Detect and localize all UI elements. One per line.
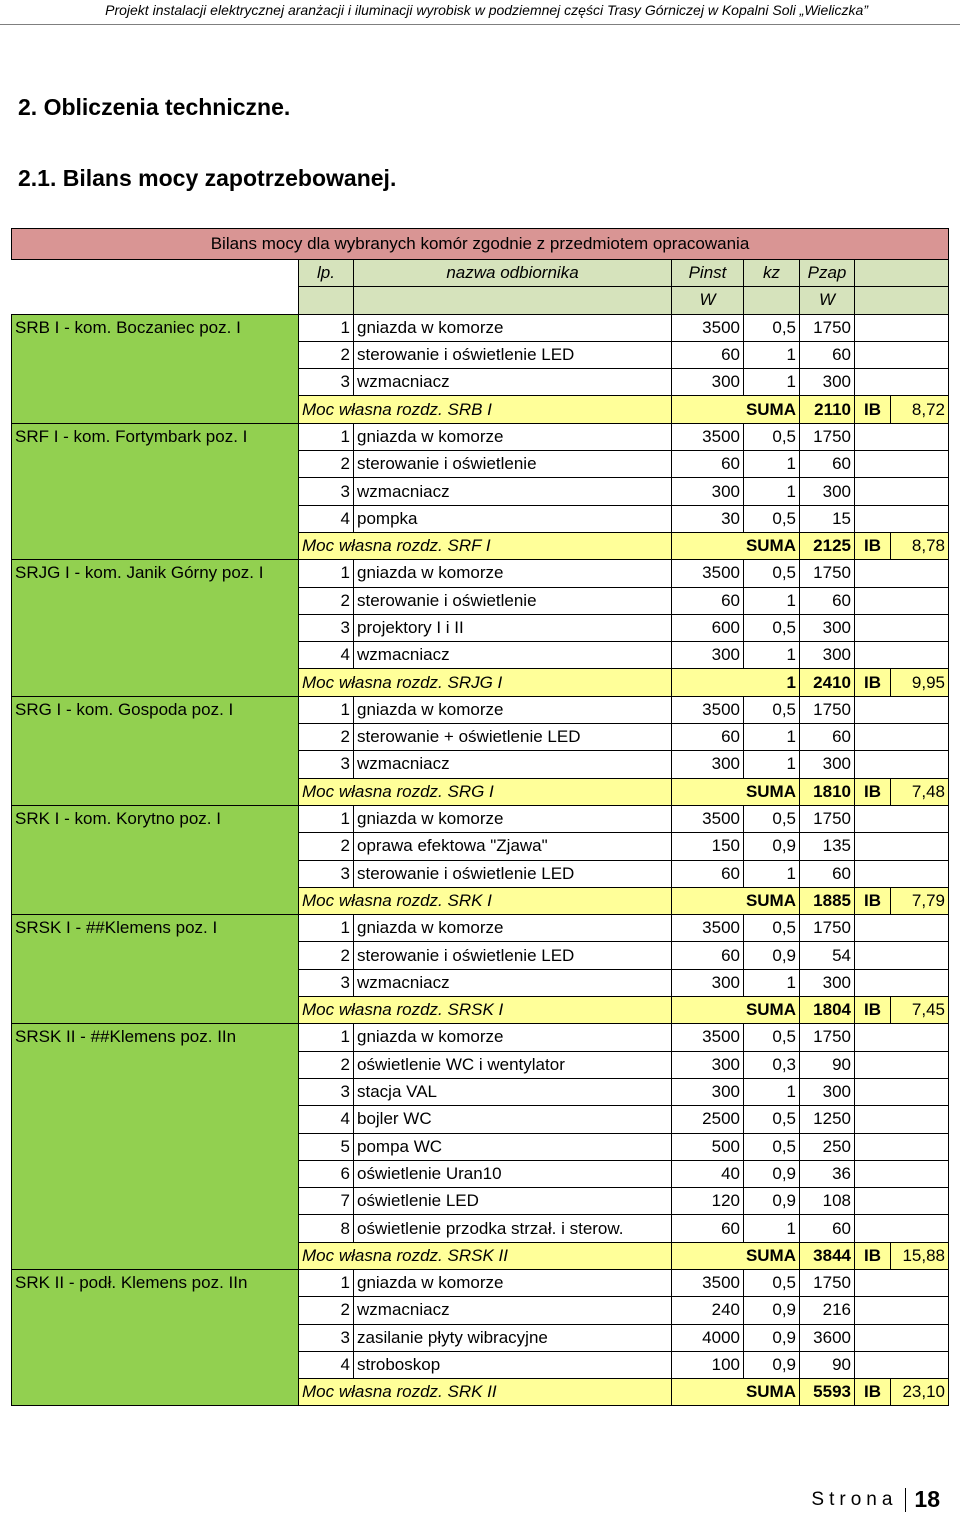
row-pzap: 135 (800, 833, 855, 860)
row-filler (855, 1078, 949, 1105)
group-name: SRSK I - ##Klemens poz. I (12, 915, 299, 1024)
row-kz: 1 (744, 751, 800, 778)
summary-suma: SUMA (672, 1379, 800, 1406)
row-lp: 2 (299, 451, 354, 478)
row-lp: 3 (299, 860, 354, 887)
row-pzap: 250 (800, 1133, 855, 1160)
row-name: stroboskop (354, 1351, 672, 1378)
unit-pinst: W (672, 287, 744, 314)
row-pinst: 120 (672, 1188, 744, 1215)
row-name: sterowanie i oświetlenie LED (354, 341, 672, 368)
section-heading: 2. Obliczenia techniczne. (18, 94, 291, 120)
summary-ib-value: 8,72 (891, 396, 949, 423)
row-filler (855, 1188, 949, 1215)
summary-ib: IB (855, 1242, 891, 1269)
table-title-row (12, 229, 949, 260)
row-pinst: 300 (672, 369, 744, 396)
row-pzap: 216 (800, 1297, 855, 1324)
row-lp: 1 (299, 696, 354, 723)
summary-suma: SUMA (672, 1242, 800, 1269)
row-lp: 3 (299, 751, 354, 778)
row-filler (855, 423, 949, 450)
row-lp: 1 (299, 423, 354, 450)
row-kz: 0,9 (744, 1324, 800, 1351)
row-name: stacja VAL (354, 1078, 672, 1105)
row-lp: 4 (299, 1106, 354, 1133)
row-filler (855, 1297, 949, 1324)
row-pzap: 90 (800, 1051, 855, 1078)
row-pinst: 300 (672, 642, 744, 669)
row-name: gniazda w komorze (354, 805, 672, 832)
group-name: SRK II - podł. Klemens poz. IIn (12, 1269, 299, 1405)
summary-label: Moc własna rozdz. SRF I (299, 532, 672, 559)
table-row (12, 1024, 949, 1051)
row-pinst: 60 (672, 942, 744, 969)
row-filler (855, 451, 949, 478)
summary-ib-value: 7,79 (891, 887, 949, 914)
table-row (12, 1269, 949, 1296)
row-kz: 0,5 (744, 614, 800, 641)
summary-suma: SUMA (672, 997, 800, 1024)
row-name: oświetlenie przodka strzał. i sterow. (354, 1215, 672, 1242)
row-kz: 1 (744, 1078, 800, 1105)
row-filler (855, 1106, 949, 1133)
row-lp: 3 (299, 969, 354, 996)
summary-ib-value: 7,45 (891, 997, 949, 1024)
row-pinst: 3500 (672, 696, 744, 723)
row-filler (855, 1051, 949, 1078)
row-pzap: 300 (800, 478, 855, 505)
row-lp: 3 (299, 1078, 354, 1105)
summary-total: 2110 (800, 396, 855, 423)
row-pinst: 60 (672, 341, 744, 368)
row-name: pompa WC (354, 1133, 672, 1160)
row-pinst: 3500 (672, 915, 744, 942)
summary-ib-value: 8,78 (891, 532, 949, 559)
row-lp: 4 (299, 642, 354, 669)
row-pzap: 60 (800, 724, 855, 751)
row-name: wzmacniacz (354, 969, 672, 996)
row-kz: 0,9 (744, 1297, 800, 1324)
row-kz: 1 (744, 451, 800, 478)
row-kz: 0,5 (744, 1133, 800, 1160)
group-name: SRSK II - ##Klemens poz. IIn (12, 1024, 299, 1270)
summary-ib-value: 15,88 (891, 1242, 949, 1269)
table-row (12, 314, 949, 341)
table-row (12, 423, 949, 450)
row-name: gniazda w komorze (354, 915, 672, 942)
summary-ib: IB (855, 396, 891, 423)
row-pzap: 300 (800, 614, 855, 641)
row-pzap: 300 (800, 1078, 855, 1105)
row-pinst: 3500 (672, 1024, 744, 1051)
row-lp: 4 (299, 1351, 354, 1378)
row-pinst: 300 (672, 1078, 744, 1105)
row-pinst: 300 (672, 1051, 744, 1078)
summary-ib: IB (855, 1379, 891, 1406)
row-name: pompka (354, 505, 672, 532)
row-filler (855, 1024, 949, 1051)
row-name: wzmacniacz (354, 478, 672, 505)
row-filler (855, 505, 949, 532)
row-lp: 4 (299, 505, 354, 532)
row-lp: 1 (299, 915, 354, 942)
row-pinst: 3500 (672, 805, 744, 832)
row-pinst: 3500 (672, 423, 744, 450)
summary-label: Moc własna rozdz. SRJG I (299, 669, 672, 696)
row-filler (855, 478, 949, 505)
row-pzap: 300 (800, 969, 855, 996)
row-filler (855, 696, 949, 723)
row-name: wzmacniacz (354, 369, 672, 396)
row-name: sterowanie i oświetlenie LED (354, 860, 672, 887)
row-lp: 3 (299, 369, 354, 396)
row-filler (855, 1269, 949, 1296)
row-kz: 1 (744, 724, 800, 751)
row-filler (855, 1324, 949, 1351)
summary-total: 2410 (800, 669, 855, 696)
row-pzap: 60 (800, 860, 855, 887)
row-kz: 0,9 (744, 942, 800, 969)
row-lp: 6 (299, 1160, 354, 1187)
row-name: wzmacniacz (354, 642, 672, 669)
page-number: 18 (914, 1486, 940, 1512)
row-filler (855, 642, 949, 669)
summary-ib: IB (855, 532, 891, 559)
row-lp: 2 (299, 833, 354, 860)
row-kz: 0,9 (744, 833, 800, 860)
table-row (12, 560, 949, 587)
row-pinst: 300 (672, 751, 744, 778)
row-lp: 1 (299, 805, 354, 832)
row-lp: 3 (299, 1324, 354, 1351)
units-blank (12, 287, 299, 314)
row-kz: 1 (744, 369, 800, 396)
summary-suma: SUMA (672, 778, 800, 805)
row-filler (855, 1133, 949, 1160)
row-name: sterowanie i oświetlenie (354, 451, 672, 478)
row-pzap: 90 (800, 1351, 855, 1378)
row-filler (855, 587, 949, 614)
summary-suma: SUMA (672, 396, 800, 423)
summary-total: 3844 (800, 1242, 855, 1269)
row-filler (855, 915, 949, 942)
table-row (12, 696, 949, 723)
row-filler (855, 314, 949, 341)
row-filler (855, 969, 949, 996)
row-pzap: 1750 (800, 560, 855, 587)
row-filler (855, 805, 949, 832)
row-filler (855, 833, 949, 860)
row-lp: 5 (299, 1133, 354, 1160)
row-pzap: 60 (800, 1215, 855, 1242)
row-name: zasilanie płyty wibracyjne (354, 1324, 672, 1351)
row-filler (855, 341, 949, 368)
row-pzap: 1250 (800, 1106, 855, 1133)
summary-total: 1810 (800, 778, 855, 805)
row-lp: 3 (299, 614, 354, 641)
row-filler (855, 1215, 949, 1242)
row-pinst: 3500 (672, 560, 744, 587)
row-pzap: 300 (800, 751, 855, 778)
row-pzap: 108 (800, 1188, 855, 1215)
row-pzap: 1750 (800, 423, 855, 450)
row-kz: 0,9 (744, 1160, 800, 1187)
row-kz: 1 (744, 969, 800, 996)
summary-suma: SUMA (672, 532, 800, 559)
row-pzap: 3600 (800, 1324, 855, 1351)
row-filler (855, 1160, 949, 1187)
row-pzap: 15 (800, 505, 855, 532)
row-pinst: 500 (672, 1133, 744, 1160)
row-kz: 0,3 (744, 1051, 800, 1078)
row-name: projektory I i II (354, 614, 672, 641)
col-header-pzap: Pzap (800, 260, 855, 287)
group-name: SRB I - kom. Boczaniec poz. I (12, 314, 299, 423)
summary-label: Moc własna rozdz. SRG I (299, 778, 672, 805)
row-lp: 2 (299, 341, 354, 368)
row-filler (855, 724, 949, 751)
summary-total: 5593 (800, 1379, 855, 1406)
row-pinst: 150 (672, 833, 744, 860)
row-pzap: 1750 (800, 314, 855, 341)
page-footer (811, 1486, 940, 1513)
header-text: Projekt instalacji elektrycznej aranżacji i iluminacji wyrobisk w podziemnej części Trasy Górniczej w Kopalni Soli „Wieliczka” (105, 2, 868, 18)
row-pzap: 36 (800, 1160, 855, 1187)
row-pinst: 60 (672, 860, 744, 887)
row-pzap: 60 (800, 341, 855, 368)
summary-label: Moc własna rozdz. SRB I (299, 396, 672, 423)
row-filler (855, 1351, 949, 1378)
row-pzap: 1750 (800, 805, 855, 832)
summary-ib-value: 9,95 (891, 669, 949, 696)
row-kz: 0,5 (744, 1024, 800, 1051)
row-name: sterowanie i oświetlenie (354, 587, 672, 614)
row-filler (855, 560, 949, 587)
summary-ib: IB (855, 669, 891, 696)
row-pzap: 1750 (800, 1024, 855, 1051)
row-pzap: 300 (800, 642, 855, 669)
subsection-heading: 2.1. Bilans mocy zapotrzebowanej. (18, 165, 397, 191)
row-pzap: 54 (800, 942, 855, 969)
row-pinst: 40 (672, 1160, 744, 1187)
header-filler (855, 260, 949, 287)
row-pzap: 60 (800, 587, 855, 614)
row-filler (855, 860, 949, 887)
unit-pzap: W (800, 287, 855, 314)
row-pinst: 3500 (672, 1269, 744, 1296)
row-lp: 1 (299, 1024, 354, 1051)
row-name: oświetlenie Uran10 (354, 1160, 672, 1187)
row-kz: 1 (744, 341, 800, 368)
table-title: Bilans mocy dla wybranych komór zgodnie z przedmiotem opracowania (12, 229, 949, 260)
summary-total: 1804 (800, 997, 855, 1024)
row-name: gniazda w komorze (354, 1269, 672, 1296)
row-pinst: 240 (672, 1297, 744, 1324)
units-name (354, 287, 672, 314)
row-pinst: 60 (672, 451, 744, 478)
row-kz: 1 (744, 860, 800, 887)
summary-ib: IB (855, 887, 891, 914)
summary-total: 1885 (800, 887, 855, 914)
row-kz: 1 (744, 1215, 800, 1242)
summary-ib: IB (855, 997, 891, 1024)
units-kz (744, 287, 800, 314)
row-lp: 2 (299, 1297, 354, 1324)
row-lp: 8 (299, 1215, 354, 1242)
row-pzap: 1750 (800, 696, 855, 723)
row-pinst: 60 (672, 1215, 744, 1242)
group-name: SRG I - kom. Gospoda poz. I (12, 696, 299, 805)
row-filler (855, 942, 949, 969)
row-lp: 2 (299, 587, 354, 614)
row-lp: 1 (299, 1269, 354, 1296)
row-kz: 0,5 (744, 805, 800, 832)
row-name: gniazda w komorze (354, 423, 672, 450)
row-lp: 1 (299, 314, 354, 341)
row-lp: 3 (299, 478, 354, 505)
row-kz: 0,9 (744, 1351, 800, 1378)
summary-suma: SUMA (672, 887, 800, 914)
row-kz: 0,5 (744, 696, 800, 723)
row-kz: 0,9 (744, 1188, 800, 1215)
row-pinst: 30 (672, 505, 744, 532)
power-balance-table (11, 228, 949, 1406)
row-pzap: 300 (800, 369, 855, 396)
summary-total: 2125 (800, 532, 855, 559)
table-row (12, 805, 949, 832)
footer-label: Strona (811, 1488, 898, 1510)
summary-ib-value: 7,48 (891, 778, 949, 805)
row-kz: 1 (744, 642, 800, 669)
row-name: gniazda w komorze (354, 696, 672, 723)
row-filler (855, 369, 949, 396)
group-name: SRK I - kom. Korytno poz. I (12, 805, 299, 914)
row-kz: 1 (744, 587, 800, 614)
col-header-pinst: Pinst (672, 260, 744, 287)
table-row (12, 915, 949, 942)
row-name: oświetlenie WC i wentylator (354, 1051, 672, 1078)
row-lp: 7 (299, 1188, 354, 1215)
summary-suma: 1 (672, 669, 800, 696)
summary-label: Moc własna rozdz. SRSK I (299, 997, 672, 1024)
row-pinst: 4000 (672, 1324, 744, 1351)
row-name: gniazda w komorze (354, 314, 672, 341)
group-name: SRJG I - kom. Janik Górny poz. I (12, 560, 299, 696)
row-pinst: 3500 (672, 314, 744, 341)
row-name: sterowanie + oświetlenie LED (354, 724, 672, 751)
row-kz: 0,5 (744, 505, 800, 532)
col-header-name: nazwa odbiornika (354, 260, 672, 287)
row-lp: 1 (299, 560, 354, 587)
table-header-row (12, 260, 949, 287)
row-kz: 0,5 (744, 1106, 800, 1133)
row-name: gniazda w komorze (354, 560, 672, 587)
row-name: bojler WC (354, 1106, 672, 1133)
row-pzap: 1750 (800, 915, 855, 942)
units-filler (855, 287, 949, 314)
units-lp (299, 287, 354, 314)
col-header-lp: lp. (299, 260, 354, 287)
row-kz: 0,5 (744, 314, 800, 341)
row-lp: 2 (299, 942, 354, 969)
row-kz: 0,5 (744, 1269, 800, 1296)
col-header-kz: kz (744, 260, 800, 287)
row-pinst: 600 (672, 614, 744, 641)
row-pinst: 60 (672, 587, 744, 614)
row-name: wzmacniacz (354, 1297, 672, 1324)
row-pzap: 1750 (800, 1269, 855, 1296)
row-pinst: 100 (672, 1351, 744, 1378)
row-name: oprawa efektowa "Zjawa" (354, 833, 672, 860)
summary-ib: IB (855, 778, 891, 805)
row-kz: 0,5 (744, 915, 800, 942)
row-kz: 0,5 (744, 423, 800, 450)
row-name: sterowanie i oświetlenie LED (354, 942, 672, 969)
page-header (0, 0, 960, 25)
row-lp: 2 (299, 724, 354, 751)
row-kz: 0,5 (744, 560, 800, 587)
footer-separator (905, 1488, 906, 1512)
row-pinst: 2500 (672, 1106, 744, 1133)
row-filler (855, 614, 949, 641)
header-blank (12, 260, 299, 287)
summary-label: Moc własna rozdz. SRK I (299, 887, 672, 914)
row-kz: 1 (744, 478, 800, 505)
row-name: gniazda w komorze (354, 1024, 672, 1051)
group-name: SRF I - kom. Fortymbark poz. I (12, 423, 299, 559)
summary-ib-value: 23,10 (891, 1379, 949, 1406)
row-name: oświetlenie LED (354, 1188, 672, 1215)
summary-label: Moc własna rozdz. SRSK II (299, 1242, 672, 1269)
row-pinst: 60 (672, 724, 744, 751)
row-lp: 2 (299, 1051, 354, 1078)
row-pinst: 300 (672, 478, 744, 505)
row-filler (855, 751, 949, 778)
row-pinst: 300 (672, 969, 744, 996)
row-pzap: 60 (800, 451, 855, 478)
units-row (12, 287, 949, 314)
summary-label: Moc własna rozdz. SRK II (299, 1379, 672, 1406)
row-name: wzmacniacz (354, 751, 672, 778)
